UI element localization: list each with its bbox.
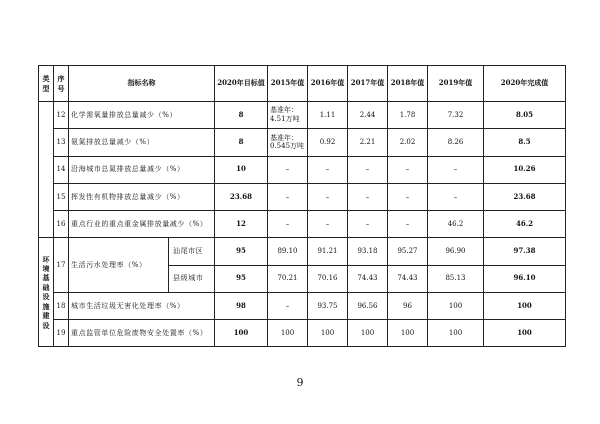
row-seq: 16	[54, 211, 69, 238]
row-indicator: 生活污水处理率（%）	[69, 238, 169, 293]
row-2017: –	[348, 211, 388, 238]
header-2016: 2016年值	[308, 66, 348, 102]
row-2016: –	[308, 183, 348, 210]
table-row	[39, 320, 566, 347]
row-2017: –	[348, 156, 388, 183]
row-2018: 100	[388, 320, 428, 347]
row-2016: –	[308, 156, 348, 183]
indicator-table	[38, 65, 566, 347]
table-row	[39, 129, 566, 156]
row-2016: 100	[308, 320, 348, 347]
row-seq: 14	[54, 156, 69, 183]
table-row	[39, 183, 566, 210]
row-target: 10	[215, 156, 268, 183]
row-2015: 89.10	[268, 238, 308, 265]
row-seq: 19	[54, 320, 69, 347]
row-done: 96.10	[484, 265, 566, 292]
header-category: 类型	[39, 66, 54, 102]
row-2016: 0.92	[308, 129, 348, 156]
row-2017: 100	[348, 320, 388, 347]
row-done: 8.05	[484, 102, 566, 129]
row-2019: –	[428, 183, 484, 210]
row-seq: 18	[54, 292, 69, 319]
row-done: 97.38	[484, 238, 566, 265]
row-indicator: 沿海城市总氮排放总量减少（%）	[69, 156, 215, 183]
header-done-2020: 2020年完成值	[484, 66, 566, 102]
row-2015: 100	[268, 320, 308, 347]
table-row	[39, 102, 566, 129]
row-seq: 13	[54, 129, 69, 156]
row-2017: 96.56	[348, 292, 388, 319]
row-2017: 93.18	[348, 238, 388, 265]
row-indicator: 氨氮排放总量减少（%）	[69, 129, 215, 156]
row-2016: 91.21	[308, 238, 348, 265]
row-2019: 100	[428, 292, 484, 319]
row-2017: 2.44	[348, 102, 388, 129]
page-number: 9	[296, 376, 304, 389]
row-seq: 15	[54, 183, 69, 210]
row-2017: –	[348, 183, 388, 210]
row-target: 95	[215, 238, 268, 265]
row-target: 98	[215, 292, 268, 319]
row-target: 95	[215, 265, 268, 292]
row-2016: 93.75	[308, 292, 348, 319]
row-indicator: 重点监管单位危险废物安全处置率（%）	[69, 320, 215, 347]
header-2017: 2017年值	[348, 66, 388, 102]
category-infra: 环境基础设施建设	[39, 238, 54, 347]
row-2015: 基准年：0.545万吨	[268, 129, 308, 156]
row-2019: 7.32	[428, 102, 484, 129]
row-done: 100	[484, 292, 566, 319]
row-2019: 8.26	[428, 129, 484, 156]
row-2016: 70.16	[308, 265, 348, 292]
header-indicator: 指标名称	[69, 66, 215, 102]
row-2018: 2.02	[388, 129, 428, 156]
row-2015: –	[268, 211, 308, 238]
row-2016: 1.11	[308, 102, 348, 129]
row-2018: –	[388, 156, 428, 183]
row-2018: 74.43	[388, 265, 428, 292]
row-2019: 96.90	[428, 238, 484, 265]
row-sub-indicator: 县级城市	[169, 265, 215, 292]
row-2015: –	[268, 156, 308, 183]
row-indicator: 城市生活垃圾无害化处理率（%）	[69, 292, 215, 319]
row-2019: –	[428, 156, 484, 183]
row-2017: 74.43	[348, 265, 388, 292]
row-done: 100	[484, 320, 566, 347]
header-row	[39, 66, 566, 102]
table-row	[39, 238, 566, 265]
row-sub-indicator: 汕尾市区	[169, 238, 215, 265]
row-2019: 46.2	[428, 211, 484, 238]
row-indicator: 化学需氧量排放总量减少（%）	[69, 102, 215, 129]
row-2019: 100	[428, 320, 484, 347]
header-2018: 2018年值	[388, 66, 428, 102]
row-seq: 17	[54, 238, 69, 293]
row-2018: –	[388, 211, 428, 238]
row-done: 46.2	[484, 211, 566, 238]
category-cell-empty	[39, 102, 54, 238]
row-2018: 96	[388, 292, 428, 319]
row-2018: 95.27	[388, 238, 428, 265]
row-target: 8	[215, 102, 268, 129]
row-done: 8.5	[484, 129, 566, 156]
row-indicator: 挥发性有机物排放总量减少（%）	[69, 183, 215, 210]
row-2015: 70.21	[268, 265, 308, 292]
row-done: 10.26	[484, 156, 566, 183]
table-row	[39, 211, 566, 238]
row-target: 12	[215, 211, 268, 238]
row-indicator: 重点行业的重点重金属排放量减少（%）	[69, 211, 215, 238]
row-target: 23.68	[215, 183, 268, 210]
row-2015: –	[268, 183, 308, 210]
header-target-2020: 2020年目标值	[215, 66, 268, 102]
header-2015: 2015年值	[268, 66, 308, 102]
row-2017: 2.21	[348, 129, 388, 156]
row-target: 8	[215, 129, 268, 156]
row-target: 100	[215, 320, 268, 347]
row-2018: 1.78	[388, 102, 428, 129]
header-2019: 2019年值	[428, 66, 484, 102]
row-2016: –	[308, 211, 348, 238]
row-2019: 85.13	[428, 265, 484, 292]
table-row	[39, 292, 566, 319]
header-seq: 序号	[54, 66, 69, 102]
table-row	[39, 156, 566, 183]
row-2015: –	[268, 292, 308, 319]
row-2015: 基准年：4.51万吨	[268, 102, 308, 129]
row-done: 23.68	[484, 183, 566, 210]
row-seq: 12	[54, 102, 69, 129]
row-2018: –	[388, 183, 428, 210]
